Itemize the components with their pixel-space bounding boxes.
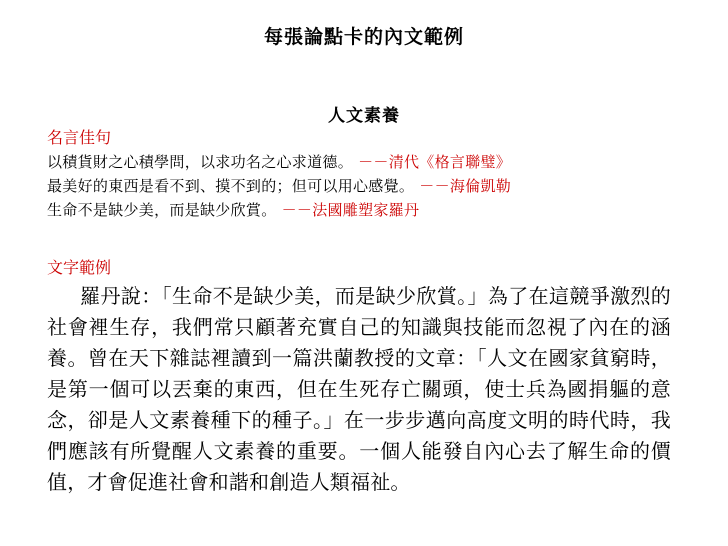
quotes-section-label: 名言佳句: [47, 128, 112, 147]
example-section-label: 文字範例: [47, 258, 112, 277]
quote-text: 最美好的東西是看不到、摸不到的；但可以用心感覺。: [47, 177, 415, 195]
quote-source: －－海倫凱勒: [419, 177, 512, 195]
example-paragraph: [47, 281, 671, 498]
example-text: 羅丹說：「生命不是缺少美，而是缺少欣賞。」為了在這競爭激烈的社會裡生存，我們常只顧著充實自己的知識與技能而忽視了內在的涵養。曾在天下雜誌裡讀到一篇洪蘭教授的文章：「人文在國家貧窮時，是第一個可以丟棄的東西，但在生死存亡關頭，使士兵為國捐軀的意念，卻是人文素養種下的種子。」在一步步邁向高度文明的時代時，我們應該有所覺醒人文素養的重要。一個人能發自內心去了解生命的價值，才會促進社會和諧和創造人類福祉。: [47, 284, 671, 494]
quote-text: 生命不是缺少美，而是缺少欣賞。: [47, 201, 277, 219]
quotes-list: [47, 150, 717, 222]
quote-text: 以積貨財之心積學問，以求功名之心求道德。: [47, 153, 354, 171]
slide-subtitle: 人文素養: [328, 106, 400, 126]
slide-title: 每張論點卡的內文範例: [263, 26, 464, 48]
quote-item: [47, 150, 717, 174]
quote-item: [47, 174, 717, 198]
quote-item: [47, 198, 717, 222]
quote-source: －－清代《格言聯璧》: [358, 153, 512, 171]
quote-source: －－法國雕塑家羅丹: [281, 201, 420, 219]
